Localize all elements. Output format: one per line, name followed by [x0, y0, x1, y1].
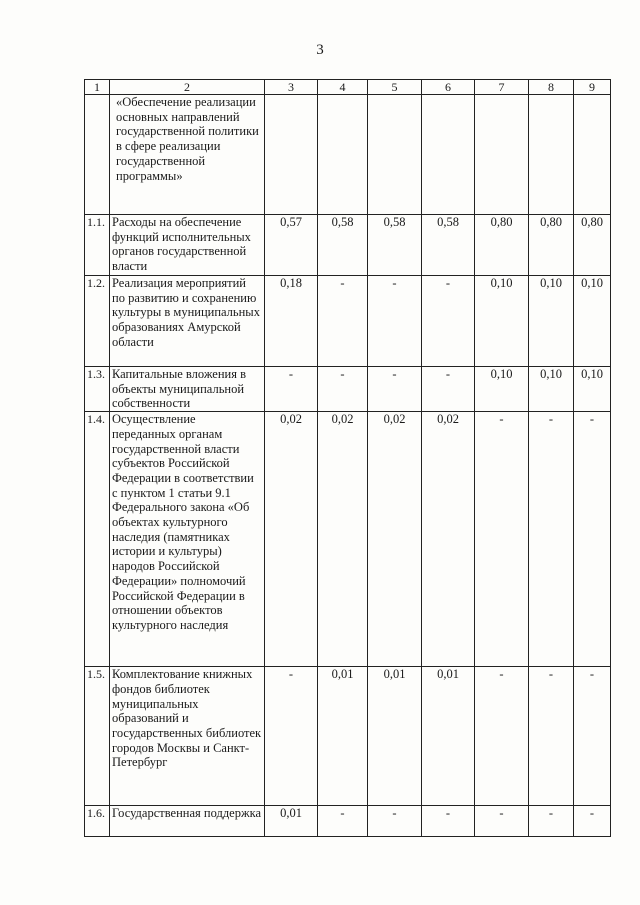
row-number: 1.6.	[85, 806, 110, 837]
value-cell: -	[574, 667, 611, 806]
row-number: 1.4.	[85, 412, 110, 667]
value-cell: -	[318, 276, 368, 367]
value-cell: -	[422, 367, 475, 412]
row-name: Реализация мероприятий по развитию и сохранению культуры в муниципальных образованиях Амурской области	[110, 276, 265, 367]
value-cell: -	[318, 367, 368, 412]
value-cell: 0,80	[574, 215, 611, 276]
col-header-2: 2	[110, 80, 265, 95]
value-cell: 0,10	[529, 276, 574, 367]
table-row	[85, 412, 611, 667]
row-number: 1.2.	[85, 276, 110, 367]
value-cell: 0,01	[368, 667, 422, 806]
value-cell: -	[318, 806, 368, 837]
row-name: Государственная поддержка	[110, 806, 265, 837]
value-cell: -	[422, 806, 475, 837]
value-cell	[368, 95, 422, 215]
value-cell: -	[529, 412, 574, 667]
value-cell: 0,10	[574, 276, 611, 367]
row-number	[85, 95, 110, 215]
value-cell: 0,10	[475, 276, 529, 367]
row-name: Расходы на обеспечение функций исполнительных органов государственной власти	[110, 215, 265, 276]
table-row	[85, 367, 611, 412]
row-name: Осуществление переданных органам государственной власти субъектов Российской Федерации в соответствии с пунктом 1 статьи 9.1 Федерального закона «Об объектах культурного наследия (памятниках истории и культуры) народов Российской Федерации» полномочий Российской Федерации в отношении объектов культурного наследия	[110, 412, 265, 667]
value-cell	[422, 95, 475, 215]
value-cell: -	[529, 806, 574, 837]
value-cell: -	[475, 667, 529, 806]
value-cell: -	[475, 806, 529, 837]
value-cell	[318, 95, 368, 215]
value-cell: 0,02	[368, 412, 422, 667]
value-cell: 0,10	[529, 367, 574, 412]
col-header-9: 9	[574, 80, 611, 95]
value-cell: 0,18	[265, 276, 318, 367]
value-cell: 0,10	[475, 367, 529, 412]
value-cell: 0,58	[422, 215, 475, 276]
value-cell	[475, 95, 529, 215]
value-cell: 0,58	[318, 215, 368, 276]
value-cell: -	[475, 412, 529, 667]
value-cell: 0,57	[265, 215, 318, 276]
table-row	[85, 95, 611, 215]
row-number: 1.3.	[85, 367, 110, 412]
value-cell: 0,01	[422, 667, 475, 806]
value-cell: 0,01	[318, 667, 368, 806]
program-expenses-table	[84, 79, 611, 837]
value-cell: -	[422, 276, 475, 367]
value-cell	[574, 95, 611, 215]
value-cell: 0,02	[422, 412, 475, 667]
page-number: 3	[316, 42, 324, 58]
col-header-8: 8	[529, 80, 574, 95]
row-number: 1.5.	[85, 667, 110, 806]
value-cell: -	[265, 667, 318, 806]
table-row	[85, 806, 611, 837]
value-cell: 0,10	[574, 367, 611, 412]
header-row	[85, 80, 611, 95]
value-cell: 0,58	[368, 215, 422, 276]
value-cell: -	[265, 367, 318, 412]
value-cell: 0,02	[318, 412, 368, 667]
row-name: Капитальные вложения в объекты муниципальной собственности	[110, 367, 265, 412]
col-header-4: 4	[318, 80, 368, 95]
value-cell: -	[368, 276, 422, 367]
col-header-7: 7	[475, 80, 529, 95]
col-header-6: 6	[422, 80, 475, 95]
value-cell: -	[574, 806, 611, 837]
value-cell: -	[529, 667, 574, 806]
value-cell	[265, 95, 318, 215]
value-cell: 0,02	[265, 412, 318, 667]
table-row	[85, 667, 611, 806]
table-row	[85, 276, 611, 367]
col-header-1: 1	[85, 80, 110, 95]
table-row	[85, 215, 611, 276]
row-number: 1.1.	[85, 215, 110, 276]
value-cell: -	[574, 412, 611, 667]
value-cell: 0,01	[265, 806, 318, 837]
value-cell: -	[368, 806, 422, 837]
value-cell: 0,80	[529, 215, 574, 276]
value-cell: 0,80	[475, 215, 529, 276]
row-name: «Обеспечение реализации основных направлений государственной политики в сфере реализации государственной программы»	[110, 95, 265, 215]
value-cell	[529, 95, 574, 215]
col-header-5: 5	[368, 80, 422, 95]
value-cell: -	[368, 367, 422, 412]
row-name: Комплектование книжных фондов библиотек муниципальных образований и государственных библиотек городов Москвы и Санкт-Петербург	[110, 667, 265, 806]
col-header-3: 3	[265, 80, 318, 95]
